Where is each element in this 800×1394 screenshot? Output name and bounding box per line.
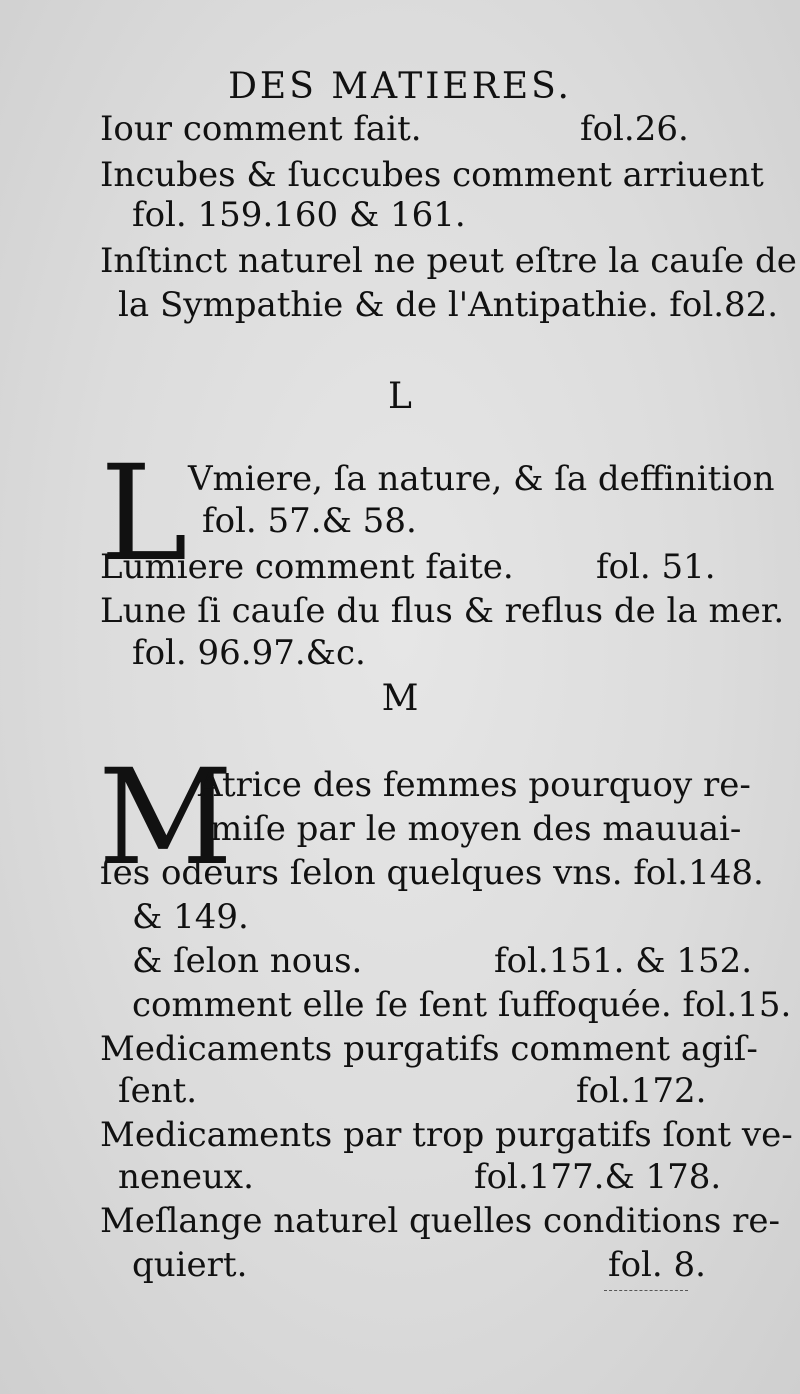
entry-lumiere-faite-folio: fol. 51.	[596, 547, 716, 587]
entry-medicaments-purgatifs-folio: fol.172.	[576, 1071, 707, 1111]
entry-lune-folio: fol. 96.97.&c.	[132, 633, 366, 673]
entry-medicaments-trop-folio: fol.177.& 178.	[474, 1157, 722, 1197]
entry-matrice: Atrice des femmes pourquoy re-	[198, 765, 751, 805]
entry-lumiere-faite: Lumiere comment faite.	[100, 547, 514, 587]
entry-jour: Iour comment fait.	[100, 109, 422, 149]
running-header: DES MATIERES.	[228, 66, 572, 107]
entry-jour-folio: fol.26.	[580, 109, 689, 149]
dropcap-m: M	[98, 741, 234, 895]
entry-medicaments-purgatifs: Medicaments purgatifs comment agiſ-	[100, 1029, 758, 1069]
entry-medicaments-trop-cont: neneux.	[118, 1157, 254, 1197]
entry-selon-nous-folio: fol.151. & 152.	[494, 941, 753, 981]
entry-lumiere-nature-folio: fol. 57.& 58.	[202, 501, 417, 541]
entry-lune: Lune ſi cauſe du flus & reflus de la mer.	[100, 591, 785, 631]
entry-matrice-cont1: miſe par le moyen des mauuai-	[210, 809, 742, 849]
entry-meslange: Meſlange naturel quelles conditions re-	[100, 1201, 781, 1241]
entry-incubes: Incubes & ſuccubes comment arriuent	[100, 155, 764, 195]
entry-matrice-cont3: & 149.	[132, 897, 249, 937]
section-letter-m: M	[381, 678, 419, 719]
catchword-rule	[604, 1290, 688, 1291]
entry-incubes-folio: fol. 159.160 & 161.	[132, 195, 466, 235]
entry-meslange-cont: quiert.	[132, 1245, 248, 1285]
entry-instinct: Inſtinct naturel ne peut eſtre la cauſe de	[100, 241, 797, 281]
entry-medicaments-trop: Medicaments par trop purgatifs ſont ve-	[100, 1115, 793, 1155]
entry-selon-nous: & ſelon nous.	[132, 941, 363, 981]
dropcap-l: L	[100, 437, 188, 591]
entry-medicaments-purgatifs-cont: ſent.	[118, 1071, 198, 1111]
entry-lumiere-nature: Vmiere, ſa nature, & ſa deffinition	[188, 459, 775, 499]
entry-meslange-folio: fol. 8.	[608, 1245, 706, 1285]
entry-matrice-cont2: ſes odeurs ſelon quelques vns. fol.148.	[100, 853, 764, 893]
section-letter-l: L	[388, 376, 412, 417]
entry-instinct-cont: la Sympathie & de l'Antipathie. fol.82.	[118, 285, 779, 325]
entry-suffoquee: comment elle ſe ſent ſuffoquée. fol.15.	[132, 985, 792, 1025]
